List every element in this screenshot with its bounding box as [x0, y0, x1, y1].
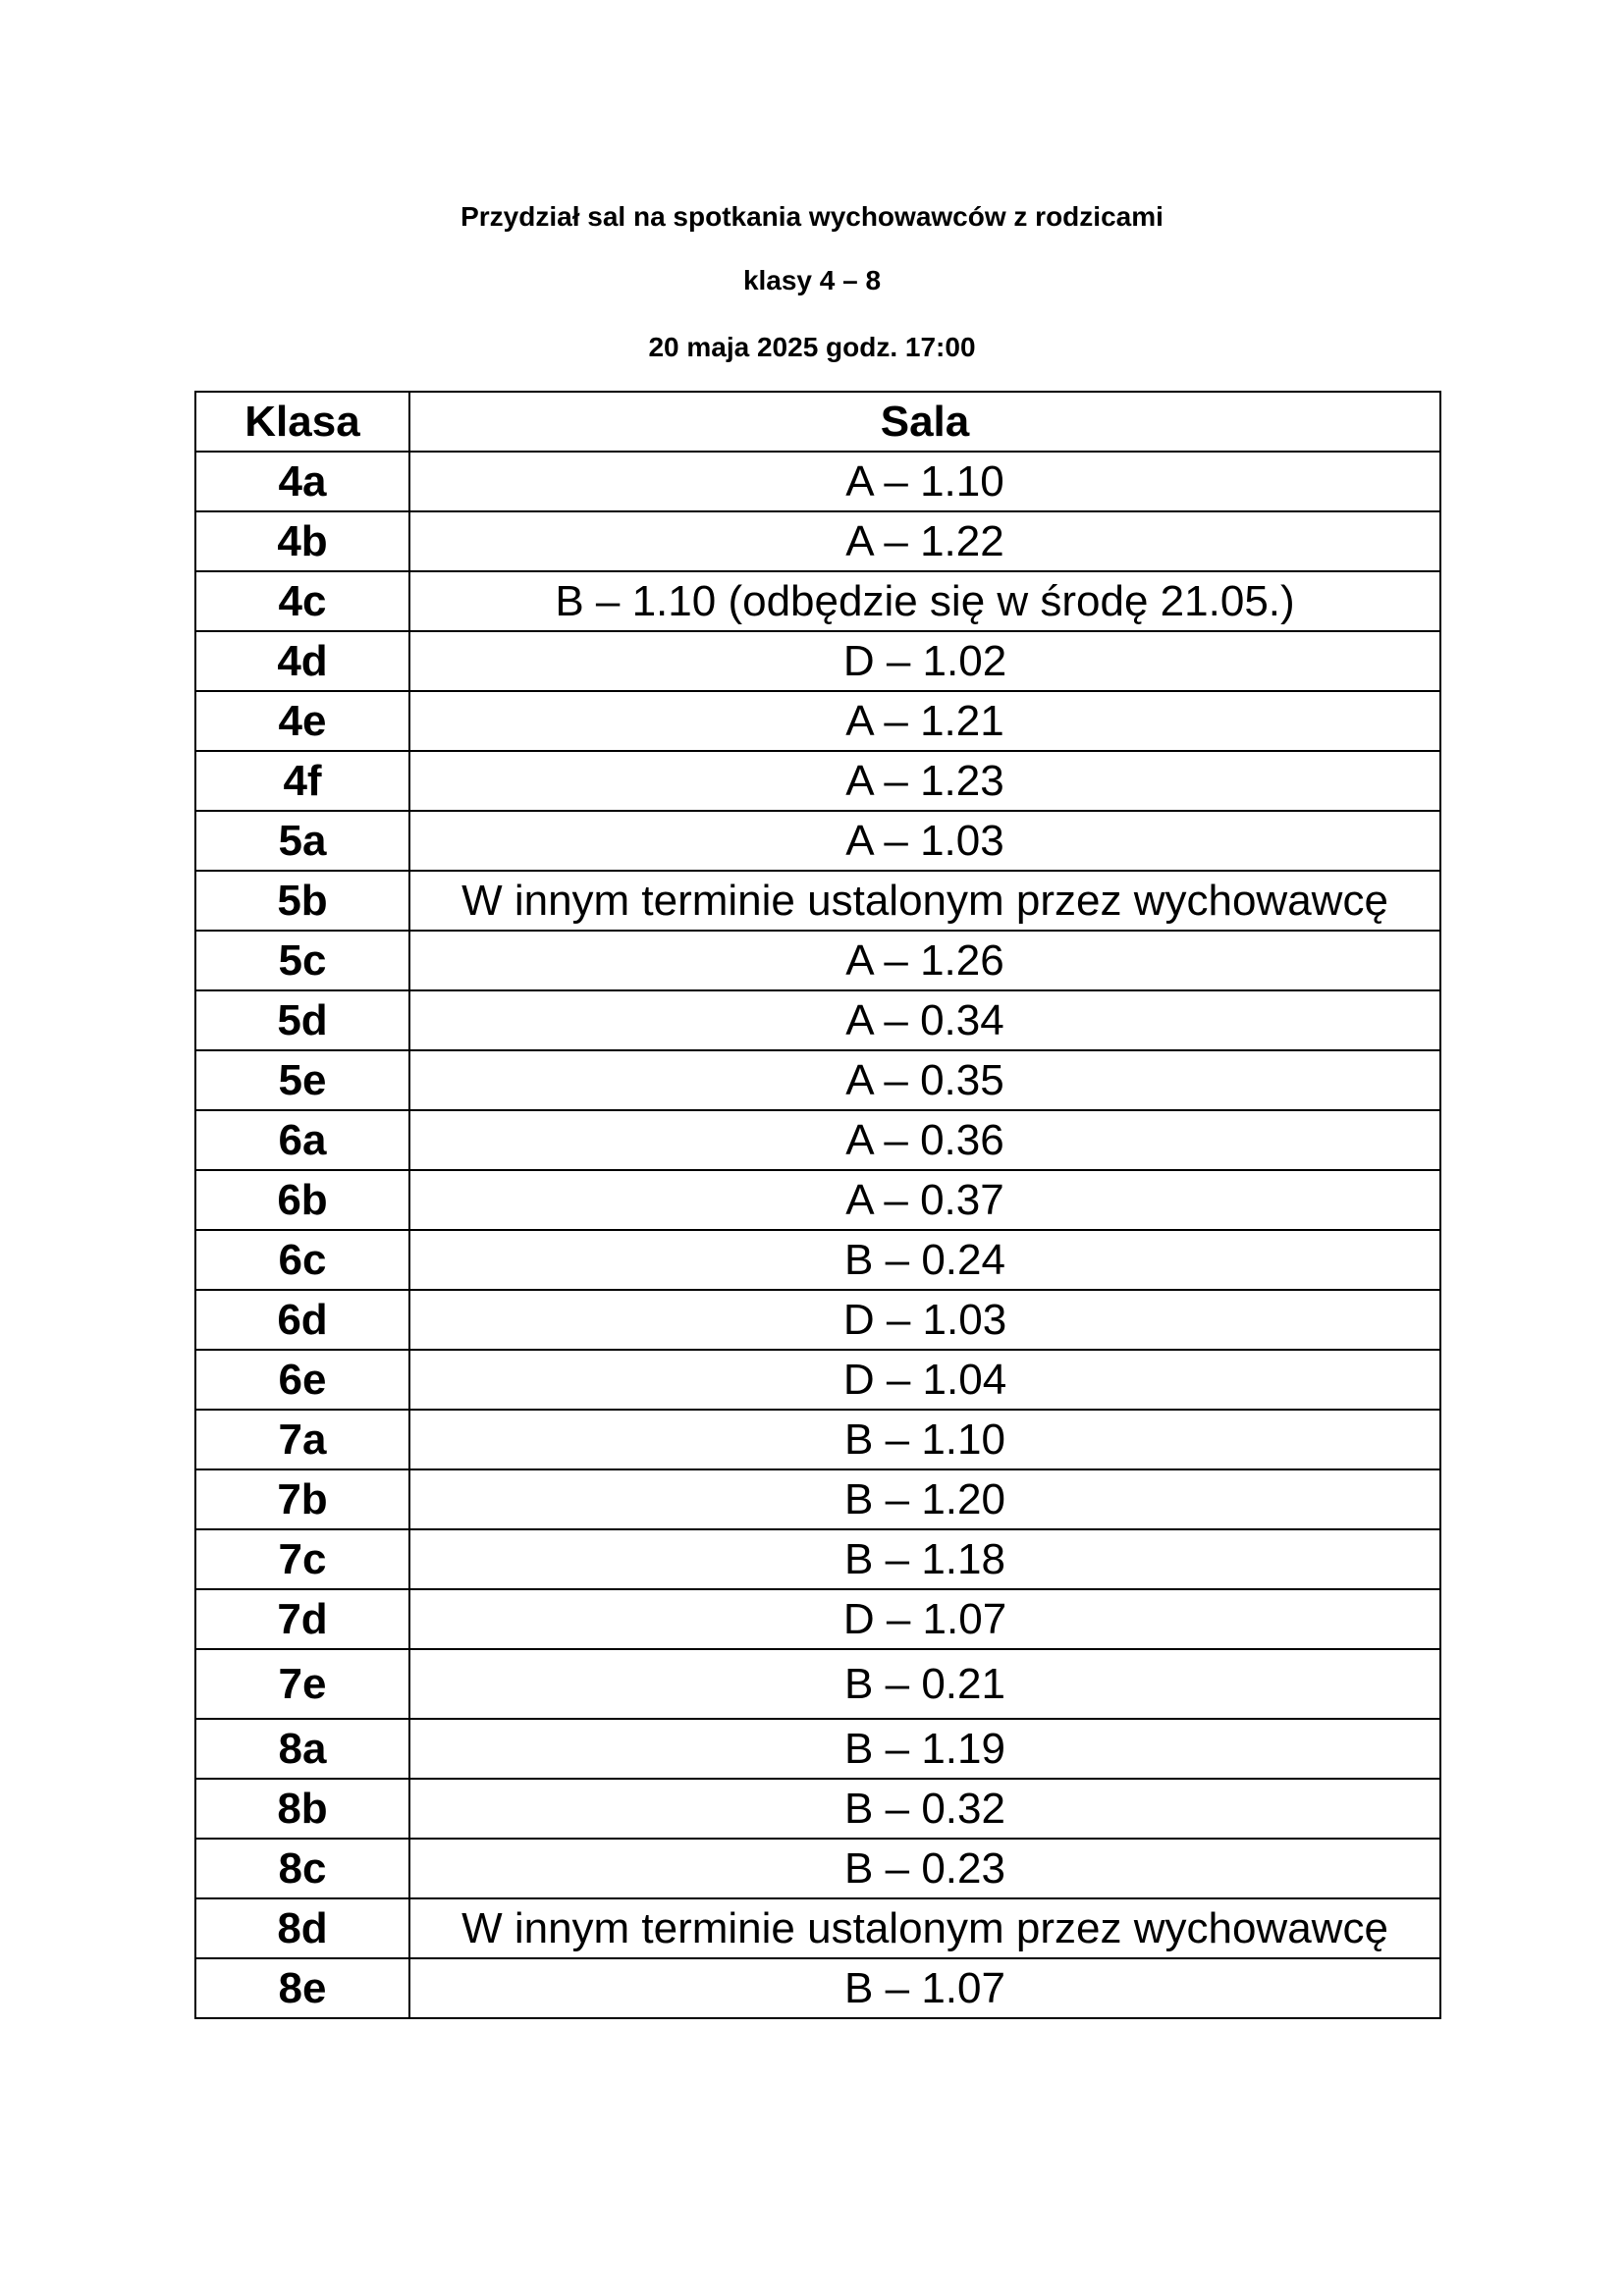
cell-sala: D – 1.07 [409, 1589, 1440, 1649]
cell-sala: D – 1.03 [409, 1290, 1440, 1350]
column-header-sala: Sala [409, 392, 1440, 452]
cell-sala: A – 1.03 [409, 811, 1440, 871]
meeting-date-time: 20 maja 2025 godz. 17:00 [648, 332, 976, 362]
table-row [195, 811, 1440, 871]
table-row [195, 931, 1440, 990]
table-row [195, 1898, 1440, 1958]
cell-klasa: 8b [195, 1779, 409, 1839]
cell-klasa: 7b [195, 1469, 409, 1529]
table-row [195, 1779, 1440, 1839]
table-row [195, 1649, 1440, 1719]
cell-klasa: 7d [195, 1589, 409, 1649]
table-row [195, 751, 1440, 811]
cell-klasa: 4b [195, 511, 409, 571]
cell-sala: A – 0.35 [409, 1050, 1440, 1110]
cell-klasa: 4a [195, 452, 409, 511]
room-assignment-table [194, 391, 1441, 2019]
cell-klasa: 5c [195, 931, 409, 990]
cell-klasa: 6a [195, 1110, 409, 1170]
cell-sala: B – 1.07 [409, 1958, 1440, 2018]
cell-klasa: 5d [195, 990, 409, 1050]
table-row [195, 691, 1440, 751]
cell-klasa: 6b [195, 1170, 409, 1230]
table-row [195, 511, 1440, 571]
table-row [195, 1350, 1440, 1410]
table-header-row [195, 392, 1440, 452]
cell-sala: B – 1.19 [409, 1719, 1440, 1779]
cell-sala: A – 1.23 [409, 751, 1440, 811]
cell-klasa: 7a [195, 1410, 409, 1469]
cell-klasa: 4e [195, 691, 409, 751]
cell-klasa: 7e [195, 1649, 409, 1719]
table-row [195, 1110, 1440, 1170]
cell-sala: B – 1.18 [409, 1529, 1440, 1589]
table-row [195, 571, 1440, 631]
table-row [195, 1839, 1440, 1898]
cell-klasa: 6c [195, 1230, 409, 1290]
cell-klasa: 6d [195, 1290, 409, 1350]
cell-sala: A – 1.22 [409, 511, 1440, 571]
cell-klasa: 7c [195, 1529, 409, 1589]
cell-klasa: 5e [195, 1050, 409, 1110]
cell-sala: B – 0.24 [409, 1230, 1440, 1290]
table-row [195, 871, 1440, 931]
cell-sala: A – 0.36 [409, 1110, 1440, 1170]
cell-sala: B – 0.32 [409, 1779, 1440, 1839]
cell-sala: B – 1.10 [409, 1410, 1440, 1469]
table-row [195, 1469, 1440, 1529]
column-header-klasa: Klasa [195, 392, 409, 452]
cell-sala: W innym terminie ustalonym przez wychowawcę [409, 1898, 1440, 1958]
table-row [195, 452, 1440, 511]
classes-range: klasy 4 – 8 [742, 265, 882, 295]
cell-sala: D – 1.02 [409, 631, 1440, 691]
document-title: Przydział sal na spotkania wychowawców z rodzicami [460, 201, 1164, 232]
cell-sala: B – 1.10 (odbędzie się w środę 21.05.) [409, 571, 1440, 631]
cell-klasa: 8e [195, 1958, 409, 2018]
cell-klasa: 5a [195, 811, 409, 871]
cell-sala: B – 0.23 [409, 1839, 1440, 1898]
table-row [195, 1050, 1440, 1110]
cell-sala: W innym terminie ustalonym przez wychowawcę [409, 871, 1440, 931]
table-row [195, 1719, 1440, 1779]
table-row [195, 1410, 1440, 1469]
cell-klasa: 4f [195, 751, 409, 811]
cell-sala: B – 0.21 [409, 1649, 1440, 1719]
table-row [195, 1290, 1440, 1350]
cell-klasa: 8c [195, 1839, 409, 1898]
cell-klasa: 8d [195, 1898, 409, 1958]
table-row [195, 631, 1440, 691]
table-row [195, 1589, 1440, 1649]
cell-sala: D – 1.04 [409, 1350, 1440, 1410]
table-row [195, 1958, 1440, 2018]
cell-klasa: 4c [195, 571, 409, 631]
cell-klasa: 5b [195, 871, 409, 931]
cell-sala: A – 0.34 [409, 990, 1440, 1050]
table-row [195, 990, 1440, 1050]
cell-klasa: 4d [195, 631, 409, 691]
table-row [195, 1230, 1440, 1290]
cell-sala: A – 1.26 [409, 931, 1440, 990]
cell-klasa: 8a [195, 1719, 409, 1779]
cell-sala: A – 1.10 [409, 452, 1440, 511]
cell-sala: B – 1.20 [409, 1469, 1440, 1529]
cell-sala: A – 0.37 [409, 1170, 1440, 1230]
cell-sala: A – 1.21 [409, 691, 1440, 751]
table-row [195, 1170, 1440, 1230]
table-row [195, 1529, 1440, 1589]
table-body [195, 452, 1440, 2018]
cell-klasa: 6e [195, 1350, 409, 1410]
